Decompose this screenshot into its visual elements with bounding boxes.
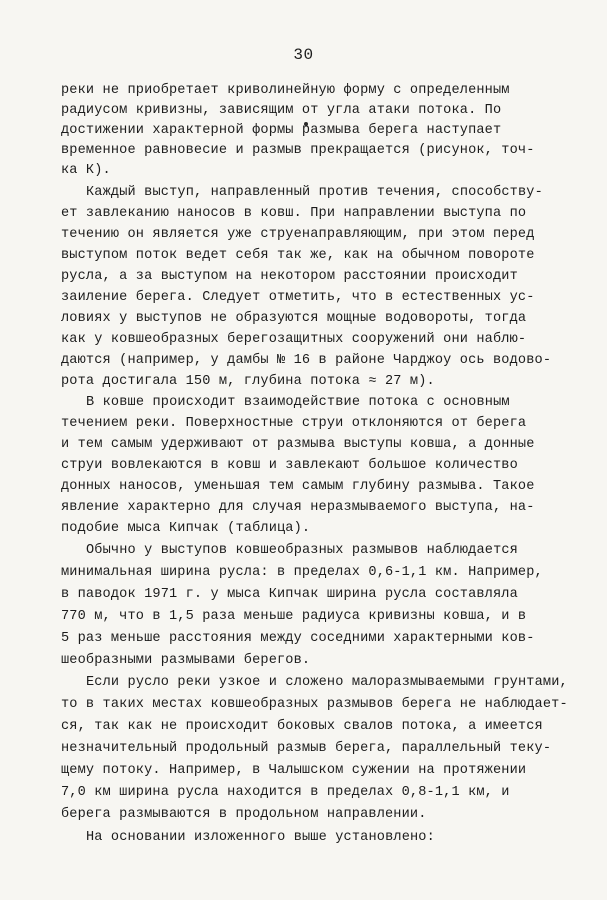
text-line: выступом поток ведет себя так же, как на обычном повороте [61,248,535,263]
text-line: рота достигала 150 м, глубина потока ≈ 27 м). [61,374,435,389]
text-line: Если русло реки узкое и сложено малоразмываемыми грунтами, [86,675,568,690]
text-line: берега размываются в продольном направлении. [61,807,427,822]
text-line: заиление берега. Следует отметить, что в естественных ус- [61,290,535,305]
text-line: На основании изложенного выше установлено: [86,830,435,845]
text-line: 7,0 км ширина русла находится в пределах 0,8-1,1 км, и [61,785,510,800]
text-line: то в таких местах ковшеобразных размывов берега не наблюдает- [61,697,568,712]
text-line: даются (например, у дамбы № 16 в районе Чарджоу ось водово- [61,353,552,368]
text-line: незначительный продольный размыв берега, параллельный теку- [61,741,552,756]
text-line: ся, так как не происходит боковых свалов потока, а имеется [61,719,543,734]
text-line: В ковше происходит взаимодействие потока с основным [86,395,510,410]
text-line: достижении характерной формы размыва берега наступает [61,123,502,138]
text-line: как у ковшеобразных берегозащитных сооружений они наблю- [61,332,527,347]
text-line: русла, а за выступом на некотором расстоянии происходит [61,269,518,284]
text-line: временное равновесие и размыв прекращается (рисунок, точ- [61,143,535,158]
text-line: шеобразными размывами берегов. [61,653,311,668]
text-line: Каждый выступ, направленный против течения, способству- [86,185,543,200]
text-line: 5 раз меньше расстояния между соседними характерными ков- [61,631,535,646]
page-number: 30 [293,46,314,64]
text-line: донных наносов, уменьшая тем самым глубину размыва. Такое [61,479,535,494]
text-line: и тем самым удерживают от размыва выступы ковша, а донные [61,437,535,452]
text-line: Обычно у выступов ковшеобразных размывов наблюдается [86,543,518,558]
text-line: течению он является уже струенаправляющим, при этом перед [61,227,535,242]
text-line: радиусом кривизны, зависящим от угла атаки потока. По [61,103,502,118]
text-line: 770 м, что в 1,5 раза меньше радиуса кривизны ковша, и в [61,609,527,624]
text-line: течением реки. Поверхностные струи отклоняются от берега [61,416,527,431]
text-line: ловиях у выступов не образуются мощные водовороты, тогда [61,311,527,326]
text-line: в паводок 1971 г. у мыса Кипчак ширина русла составляла [61,587,518,602]
text-line: явление характерно для случая неразмываемого выступа, на- [61,500,535,515]
text-line: щему потоку. Например, в Чалышском сужении на протяжении [61,763,527,778]
text-line: ет завлеканию наносов в ковш. При направлении выступа по [61,206,527,221]
text-line: реки не приобретает криволинейную форму с определенным [61,83,510,98]
text-line: подобие мыса Кипчак (таблица). [61,521,311,536]
text-line: ка К). [61,163,111,178]
text-line: струи вовлекаются в ковш и завлекают большое количество [61,458,518,473]
text-line: минимальная ширина русла: в пределах 0,6-1,1 км. Например, [61,565,543,580]
